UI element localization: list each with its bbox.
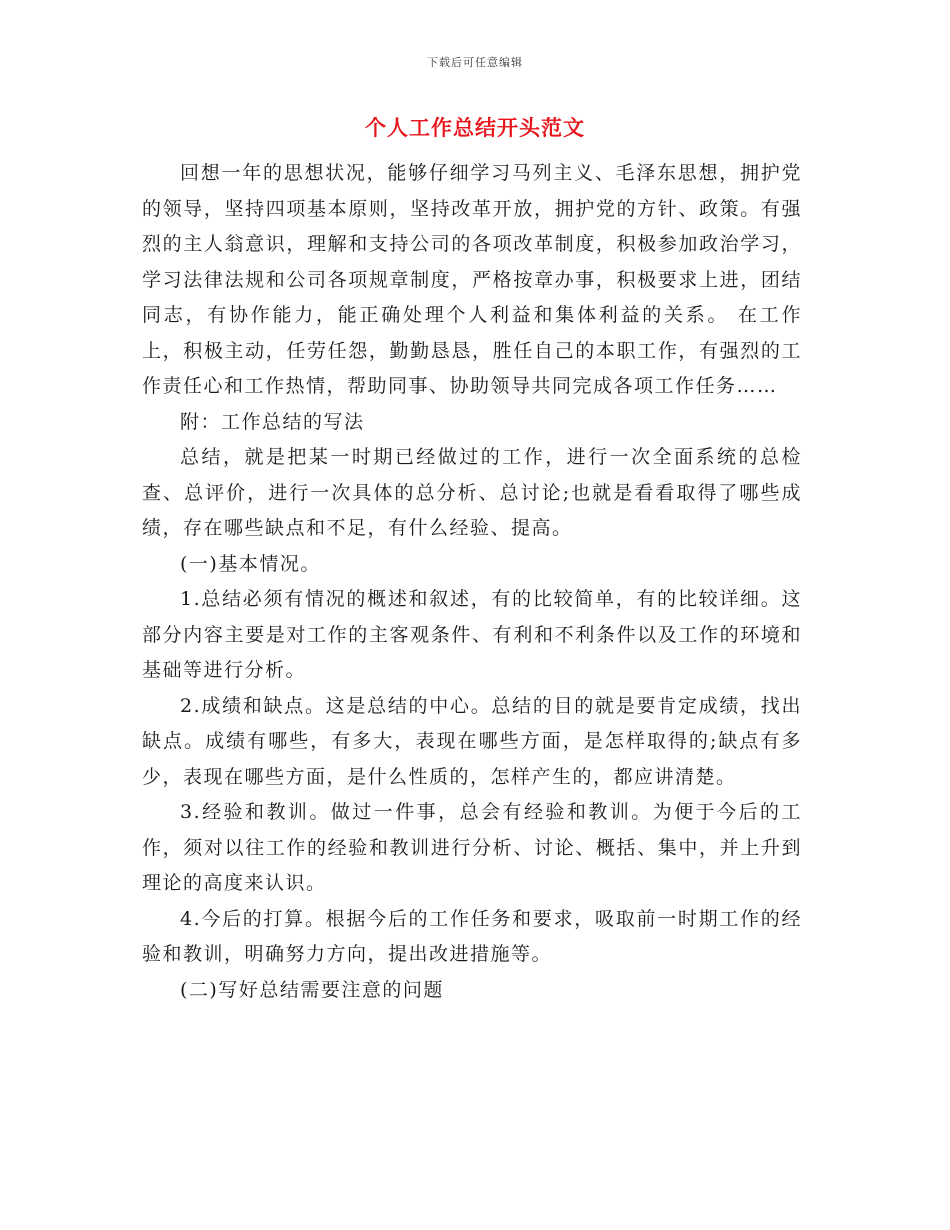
section-heading-notes: (二)写好总结需要注意的问题 (180, 978, 444, 1001)
page-header-note: 下载后可任意编辑 (427, 56, 523, 69)
section-heading-basic-situation: (一)基本情况。 (180, 552, 321, 575)
paragraph-item-2: 2.成绩和缺点。这是总结的中心。总结的目的就是要肯定成绩，找出缺点。成绩有哪些，有多大，表现在哪些方面，是怎样取得的;缺点有多少，表现在哪些方面，是什么性质的，怎样产生的，都应讲清楚。 (142, 694, 802, 788)
paragraph-item-4: 4.今后的打算。根据今后的工作任务和要求，吸取前一时期工作的经验和教训，明确努力方向，提出改进措施等。 (142, 907, 802, 965)
paragraph-intro: 回想一年的思想状况，能够仔细学习马列主义、毛泽东思想，拥护党的领导，坚持四项基本原则，坚持改革开放，拥护党的方针、政策。有强烈的主人翁意识，理解和支持公司的各项改革制度，积极参加政治学习，学习法律法规和公司各项规章制度，严格按章办事，积极要求上进，团结同志，有协作能力，能正确处理个人利益和集体利益的关系。 在工作上，积极主动，任劳任怨，勤勤恳恳，胜任自己的本职工作，有强烈的工作责任心和工作热情，帮助同事、协助领导共同完成各项工作任务…… (142, 162, 802, 397)
paragraph-item-1: 1.总结必须有情况的概述和叙述，有的比较简单，有的比较详细。这部分内容主要是对工作的主客观条件、有利和不利条件以及工作的环境和基础等进行分析。 (142, 588, 802, 681)
document-body (142, 156, 802, 1008)
paragraph-summary-definition: 总结，就是把某一时期已经做过的工作，进行一次全面系统的总检查、总评价，进行一次具体的总分析、总讨论;也就是看看取得了哪些成绩，存在哪些缺点和不足，有什么经验、提高。 (142, 446, 802, 539)
paragraph-appendix-heading: 附：工作总结的写法 (180, 410, 365, 433)
paragraph-item-3: 3.经验和教训。做过一件事，总会有经验和教训。为便于今后的工作，须对以往工作的经验和教训进行分析、讨论、概括、集中，并上升到理论的高度来认识。 (142, 801, 802, 894)
document-title: 个人工作总结开头范文 (365, 115, 585, 140)
